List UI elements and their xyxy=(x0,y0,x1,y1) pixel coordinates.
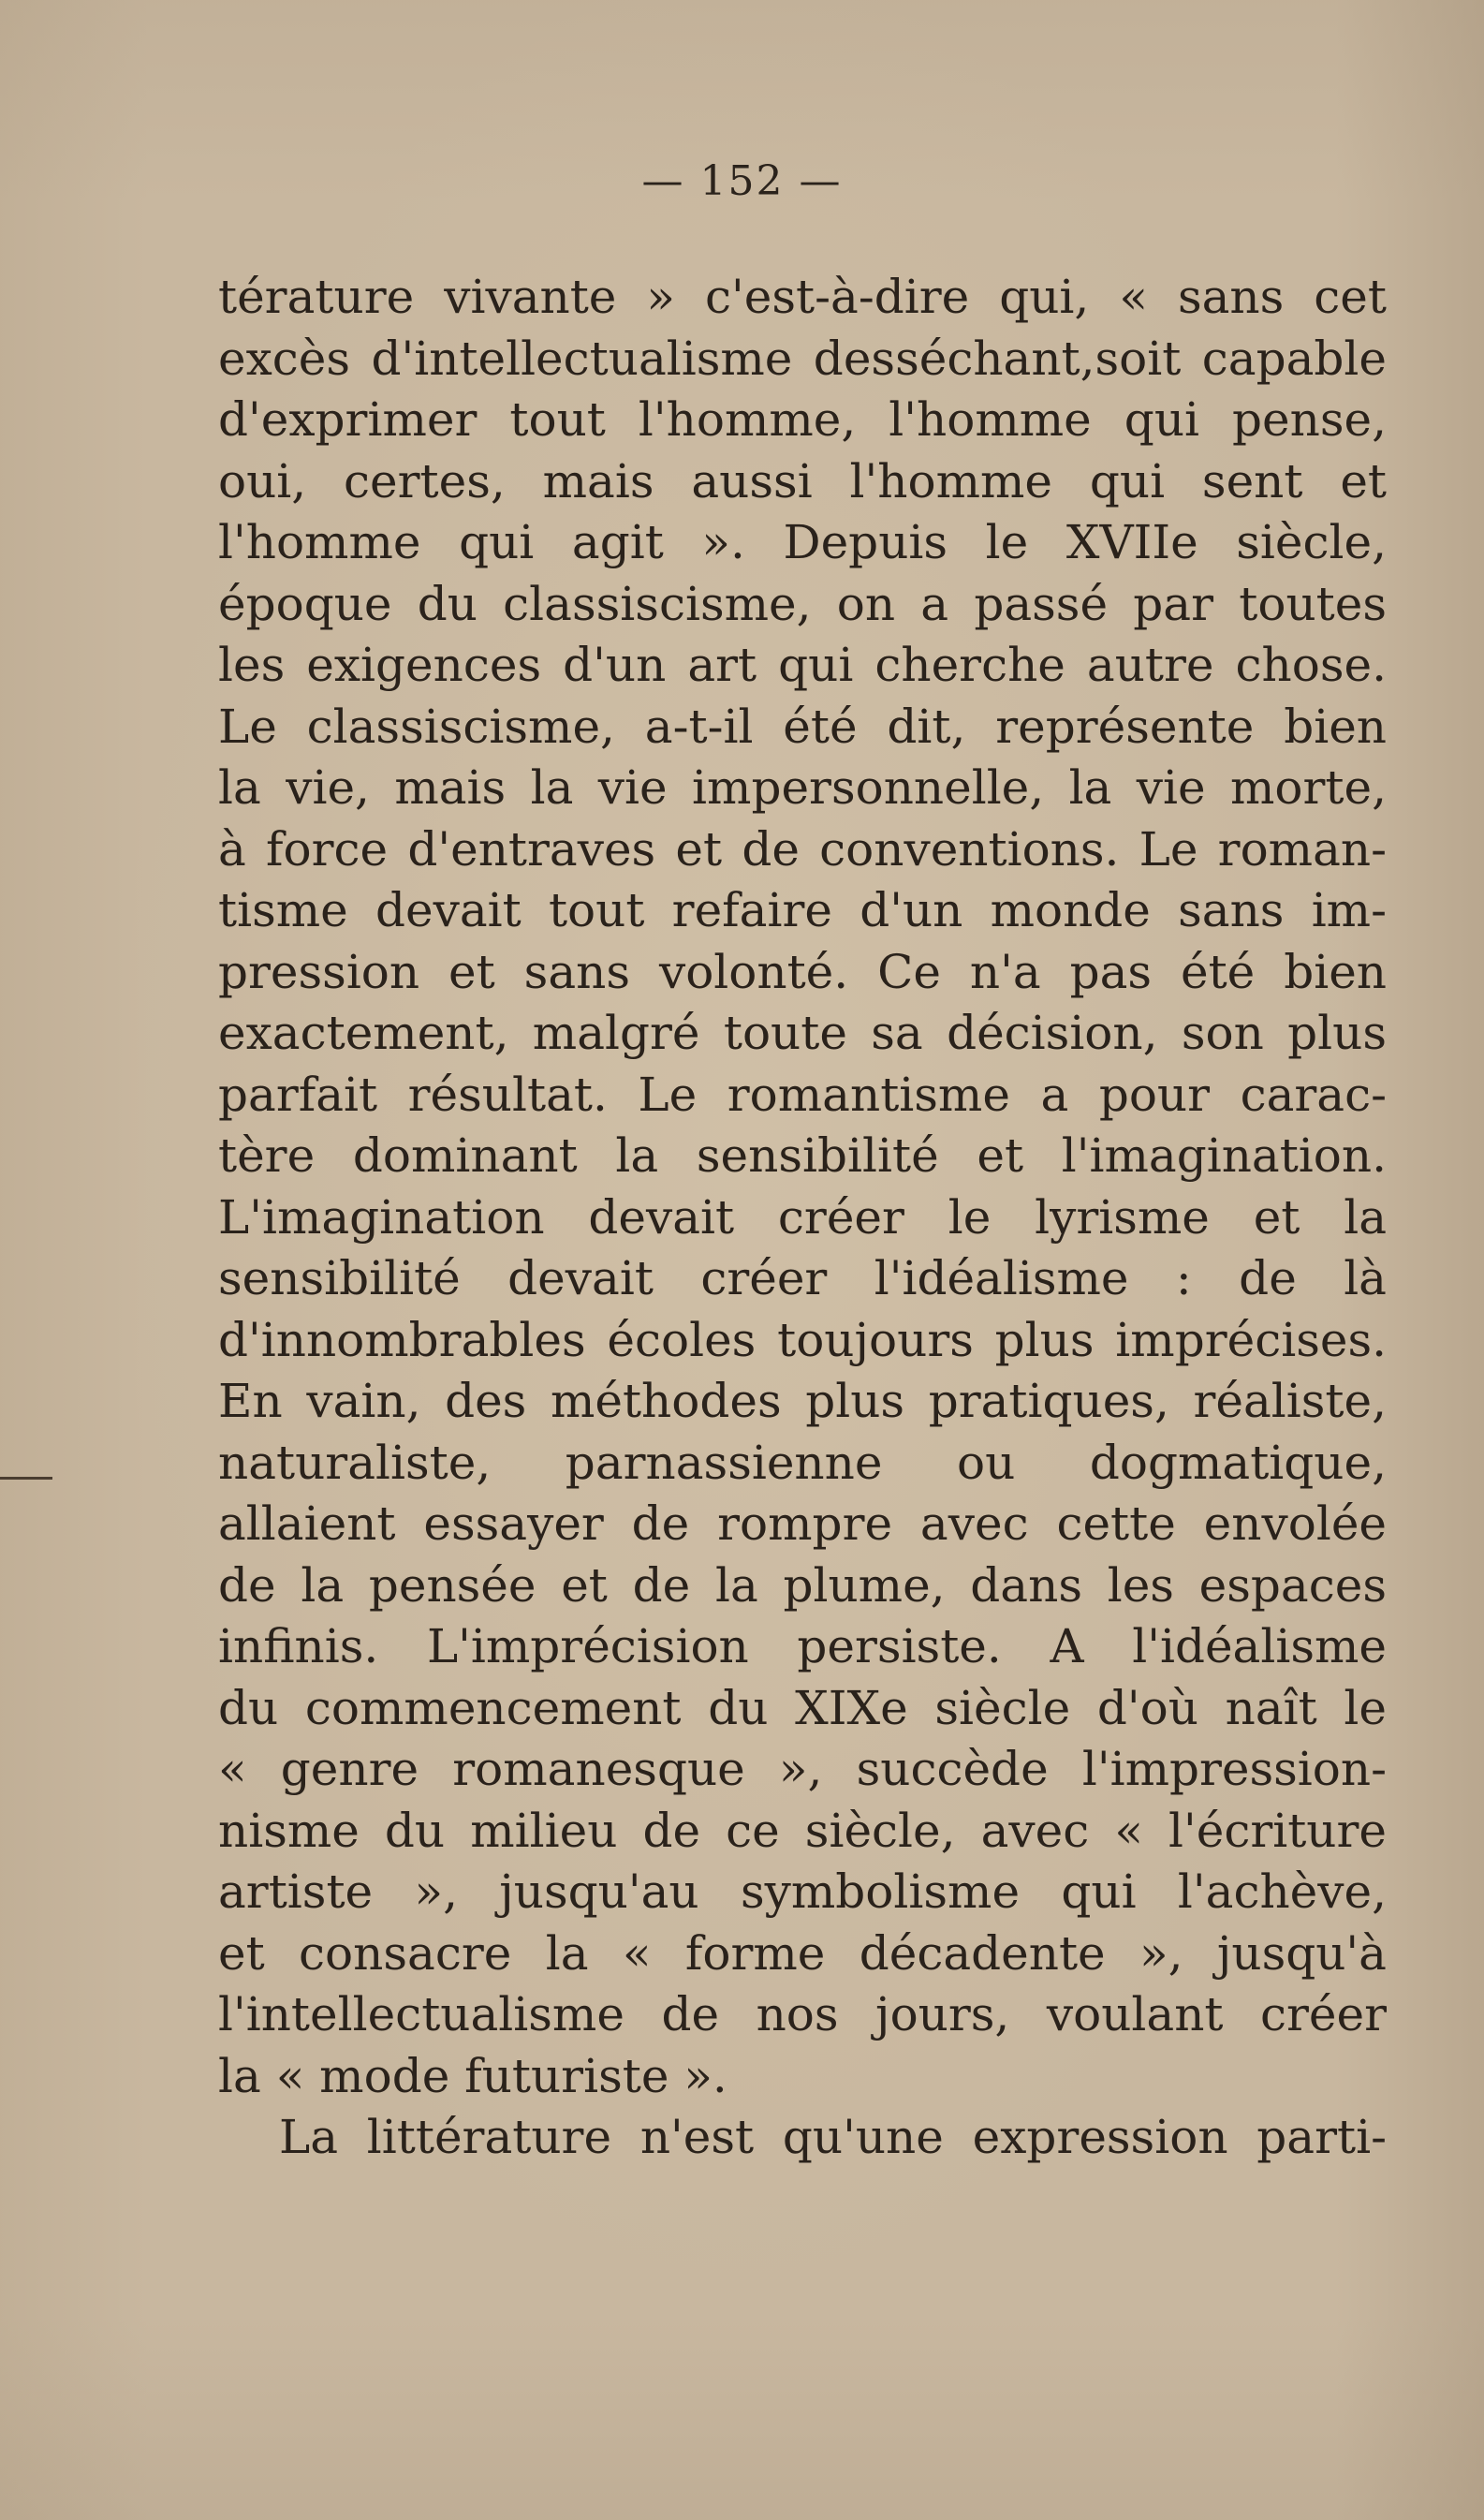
text-line: les exigences d'un art qui cherche autre chose. xyxy=(218,638,1387,692)
text-line: du commencement du XIXe siècle d'où naît le xyxy=(218,1680,1387,1735)
text-line: oui, certes, mais aussi l'homme qui sent et xyxy=(218,453,1387,508)
margin-mark xyxy=(0,1477,52,1480)
text-line: tisme devait tout refaire d'un monde sans im- xyxy=(218,883,1387,937)
text-line: parfait résultat. Le romantisme a pour carac- xyxy=(218,1067,1387,1122)
text-line: En vain, des méthodes plus pratiques, réaliste, xyxy=(218,1374,1387,1428)
text-line: nisme du milieu de ce siècle, avec « l'écriture xyxy=(218,1803,1387,1858)
text-line: allaient essayer de rompre avec cette envolée xyxy=(218,1496,1387,1551)
text-line: d'innombrables écoles toujours plus imprécises. xyxy=(218,1312,1387,1367)
body-text xyxy=(218,267,1387,2169)
text-line: sensibilité devait créer l'idéalisme : de là xyxy=(218,1251,1387,1305)
text-line: et consacre la « forme décadente », jusqu'à xyxy=(218,1925,1387,1981)
text-line: excès d'intellectualisme desséchant,soit capable xyxy=(218,331,1387,386)
text-line: artiste », jusqu'au symbolisme qui l'achève, xyxy=(218,1864,1387,1919)
text-line: de la pensée et de la plume, dans les espaces xyxy=(218,1557,1387,1613)
text-line: l'homme qui agit ». Depuis le XVIIe siècle, xyxy=(218,515,1387,569)
text-line: Le classiscisme, a-t-il été dit, représente bien xyxy=(218,699,1387,754)
text-line: l'intellectualisme de nos jours, voulant créer xyxy=(218,1987,1387,2041)
page-number: — 152 — xyxy=(641,157,843,205)
text-line: infinis. L'imprécision persiste. A l'idéalisme xyxy=(218,1619,1387,1673)
text-line: L'imagination devait créer le lyrisme et la xyxy=(218,1189,1387,1245)
text-line: La littérature n'est qu'une expression parti- xyxy=(279,2110,1387,2164)
text-line: d'exprimer tout l'homme, l'homme qui pense, xyxy=(218,392,1387,447)
text-line: la « mode futuriste ». xyxy=(218,2048,727,2103)
text-line: « genre romanesque », succède l'impression- xyxy=(218,1742,1387,1796)
text-line: naturaliste, parnassienne ou dogmatique, xyxy=(218,1435,1387,1490)
text-line: à force d'entraves et de conventions. Le roman- xyxy=(218,821,1387,877)
text-line: la vie, mais la vie impersonnelle, la vie morte, xyxy=(218,760,1387,815)
text-line: térature vivante » c'est-à-dire qui, « sans cet xyxy=(218,270,1387,324)
text-line: époque du classiscisme, on a passé par toutes xyxy=(218,576,1387,631)
text-line: pression et sans volonté. Ce n'a pas été bien xyxy=(218,944,1387,999)
text-line: tère dominant la sensibilité et l'imagination. xyxy=(218,1128,1387,1183)
text-line: exactement, malgré toute sa décision, son plus xyxy=(218,1006,1387,1060)
